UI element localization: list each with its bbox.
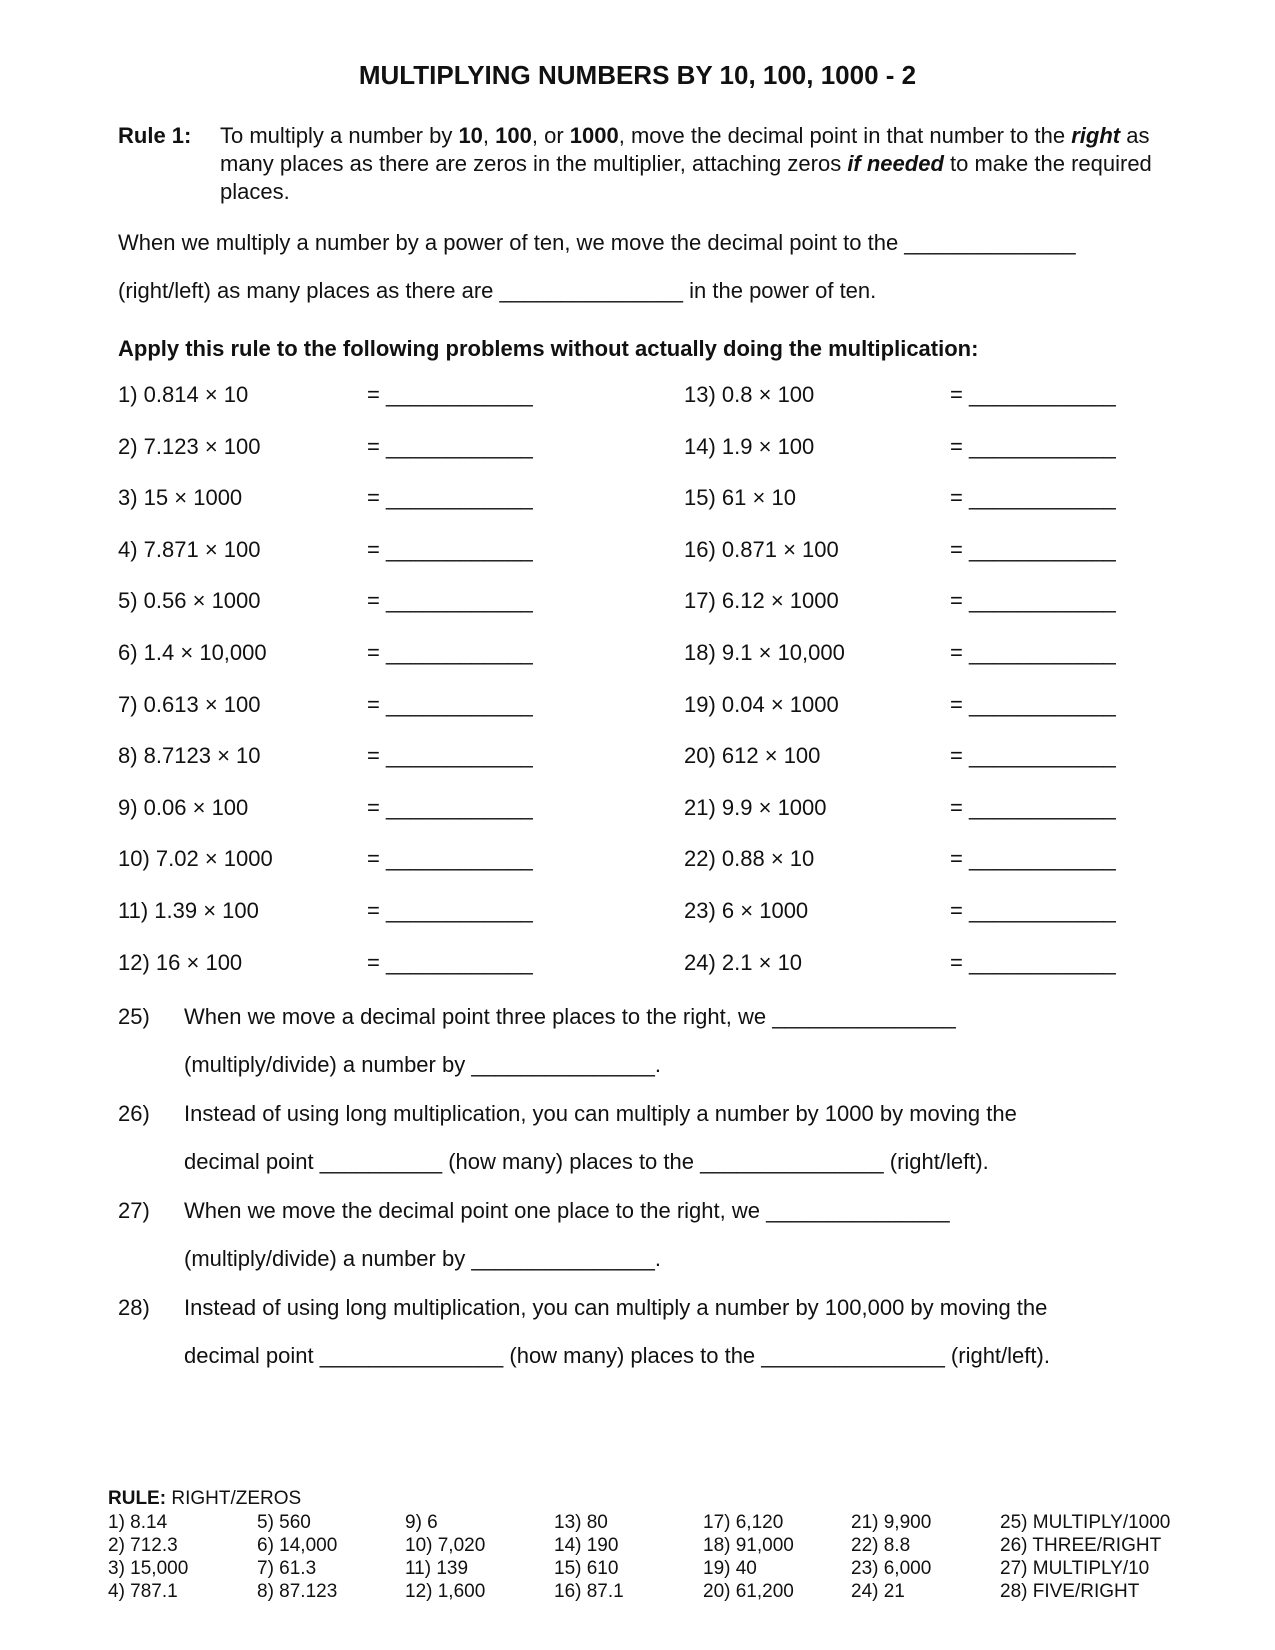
- problem-13: 13) 0.8 × 100: [684, 382, 815, 407]
- answer-blank[interactable]: = ____________: [950, 743, 1116, 768]
- problem-17: 17) 6.12 × 1000: [684, 588, 839, 613]
- answer-key-heading: RULE: RIGHT/ZEROS: [108, 1488, 302, 1509]
- problem-7: 7) 0.613 × 100: [118, 692, 261, 717]
- problem-20: 20) 612 × 100: [684, 743, 821, 768]
- problem-16: 16) 0.871 × 100: [684, 537, 839, 562]
- problem-19: 19) 0.04 × 1000: [684, 692, 839, 717]
- answer-blank[interactable]: = ____________: [367, 640, 533, 665]
- apply-heading: Apply this rule to the following problems without actually doing the multiplication:: [118, 336, 979, 361]
- question-number: 27): [118, 1198, 150, 1223]
- problem-9: 9) 0.06 × 100: [118, 795, 249, 820]
- problem-10: 10) 7.02 × 1000: [118, 846, 273, 871]
- answer-key-entry: 7) 61.3: [257, 1558, 317, 1579]
- problem-14: 14) 1.9 × 100: [684, 434, 815, 459]
- question-line-1: When we move the decimal point one place to the right, we _______________: [184, 1198, 950, 1223]
- question-number: 28): [118, 1295, 150, 1320]
- answer-blank[interactable]: = ____________: [950, 588, 1116, 613]
- answer-blank[interactable]: = ____________: [950, 382, 1116, 407]
- question-line-1: When we move a decimal point three places to the right, we _______________: [184, 1004, 956, 1029]
- answer-blank[interactable]: = ____________: [367, 537, 533, 562]
- answer-blank[interactable]: = ____________: [950, 434, 1116, 459]
- answer-key-entry: 3) 15,000: [108, 1558, 189, 1579]
- answer-key-column: [1000, 1511, 1170, 1603]
- answer-key-entry: 17) 6,120: [703, 1512, 784, 1533]
- problem-3: 3) 15 × 1000: [118, 485, 243, 510]
- answer-blank[interactable]: = ____________: [367, 692, 533, 717]
- answer-key-entry: 22) 8.8: [851, 1535, 911, 1556]
- answer-key-column: [554, 1511, 624, 1603]
- problem-4: 4) 7.871 × 100: [118, 537, 261, 562]
- question-line-2: decimal point __________ (how many) places to the _______________ (right/left).: [184, 1149, 989, 1174]
- answer-key-entry: 4) 787.1: [108, 1581, 178, 1602]
- answer-key-entry: 21) 9,900: [851, 1512, 932, 1533]
- problem-22: 22) 0.88 × 10: [684, 846, 815, 871]
- answer-blank[interactable]: = ____________: [950, 846, 1116, 871]
- answer-key-entry: 16) 87.1: [554, 1581, 624, 1602]
- answer-key-entry: 2) 712.3: [108, 1535, 178, 1556]
- rule-label: Rule 1:: [118, 123, 192, 148]
- answer-key-entry: 13) 80: [554, 1512, 608, 1533]
- answer-key-entry: 18) 91,000: [703, 1535, 794, 1556]
- answer-blank[interactable]: = ____________: [950, 537, 1116, 562]
- question-line-2: decimal point _______________ (how many) places to the _______________ (right/left).: [184, 1343, 1050, 1368]
- answer-blank[interactable]: = ____________: [367, 950, 533, 975]
- answer-key-entry: 15) 610: [554, 1558, 619, 1579]
- answer-blank[interactable]: = ____________: [367, 588, 533, 613]
- problem-21: 21) 9.9 × 1000: [684, 795, 827, 820]
- question-line-1: Instead of using long multiplication, you can multiply a number by 1000 by moving the: [184, 1101, 1017, 1126]
- problem-12: 12) 16 × 100: [118, 950, 243, 975]
- question-line-2: (multiply/divide) a number by _______________.: [184, 1052, 661, 1077]
- problem-2: 2) 7.123 × 100: [118, 434, 261, 459]
- problem-24: 24) 2.1 × 10: [684, 950, 803, 975]
- answer-key-column: [257, 1511, 337, 1603]
- rule-1: [118, 122, 1158, 206]
- rule-text: To multiply a number by 10, 100, or 1000, move the decimal point in that number to the right as many places as there are zeros in the multiplier, attaching zeros if needed to make the required places.: [220, 123, 1152, 204]
- problem-1: 1) 0.814 × 10: [118, 382, 249, 407]
- fill-in-line-2: (right/left) as many places as there are _______________ in the power of ten.: [118, 278, 877, 303]
- answer-key-entry: 6) 14,000: [257, 1535, 338, 1556]
- answer-blank[interactable]: = ____________: [367, 434, 533, 459]
- question-line-1: Instead of using long multiplication, you can multiply a number by 100,000 by moving the: [184, 1295, 1048, 1320]
- answer-blank[interactable]: = ____________: [367, 382, 533, 407]
- answer-key-column: [405, 1511, 485, 1603]
- answer-key-column: [108, 1511, 188, 1603]
- problem-5: 5) 0.56 × 1000: [118, 588, 261, 613]
- problem-23: 23) 6 × 1000: [684, 898, 809, 923]
- page-title: MULTIPLYING NUMBERS BY 10, 100, 1000 - 2: [358, 60, 917, 90]
- answer-key-entry: 12) 1,600: [405, 1581, 486, 1602]
- answer-key-entry: 10) 7,020: [405, 1535, 486, 1556]
- answer-blank[interactable]: = ____________: [950, 898, 1116, 923]
- answer-key-entry: 14) 190: [554, 1535, 619, 1556]
- answer-blank[interactable]: = ____________: [367, 846, 533, 871]
- answer-key-column: [851, 1511, 931, 1603]
- question-number: 26): [118, 1101, 150, 1126]
- answer-key-entry: 19) 40: [703, 1558, 757, 1579]
- problem-8: 8) 8.7123 × 10: [118, 743, 261, 768]
- question-number: 25): [118, 1004, 150, 1029]
- answer-key-column: [703, 1511, 794, 1603]
- answer-key-entry: 20) 61,200: [703, 1581, 794, 1602]
- answer-key-entry: 28) FIVE/RIGHT: [1000, 1581, 1140, 1602]
- answer-key-entry: 27) MULTIPLY/10: [1000, 1558, 1150, 1579]
- answer-key-entry: 23) 6,000: [851, 1558, 932, 1579]
- answer-key-entry: 26) THREE/RIGHT: [1000, 1535, 1162, 1556]
- answer-blank[interactable]: = ____________: [367, 743, 533, 768]
- fill-in-line-1: When we multiply a number by a power of ten, we move the decimal point to the ______________: [118, 230, 1076, 255]
- answer-blank[interactable]: = ____________: [950, 692, 1116, 717]
- answer-blank[interactable]: = ____________: [950, 485, 1116, 510]
- problem-18: 18) 9.1 × 10,000: [684, 640, 845, 665]
- answer-key-entry: 24) 21: [851, 1581, 905, 1602]
- answer-blank[interactable]: = ____________: [950, 795, 1116, 820]
- answer-blank[interactable]: = ____________: [367, 485, 533, 510]
- answer-key-entry: 9) 6: [405, 1512, 438, 1533]
- answer-blank[interactable]: = ____________: [950, 950, 1116, 975]
- answer-blank[interactable]: = ____________: [367, 795, 533, 820]
- question-line-2: (multiply/divide) a number by _______________.: [184, 1246, 661, 1271]
- answer-key-entry: 8) 87.123: [257, 1581, 338, 1602]
- answer-key-entry: 1) 8.14: [108, 1512, 168, 1533]
- answer-blank[interactable]: = ____________: [367, 898, 533, 923]
- problem-11: 11) 1.39 × 100: [118, 898, 259, 923]
- problem-15: 15) 61 × 10: [684, 485, 796, 510]
- problem-6: 6) 1.4 × 10,000: [118, 640, 267, 665]
- answer-key-entry: 5) 560: [257, 1512, 311, 1533]
- answer-blank[interactable]: = ____________: [950, 640, 1116, 665]
- answer-key-entry: 25) MULTIPLY/1000: [1000, 1512, 1171, 1533]
- answer-key-entry: 11) 139: [405, 1558, 469, 1579]
